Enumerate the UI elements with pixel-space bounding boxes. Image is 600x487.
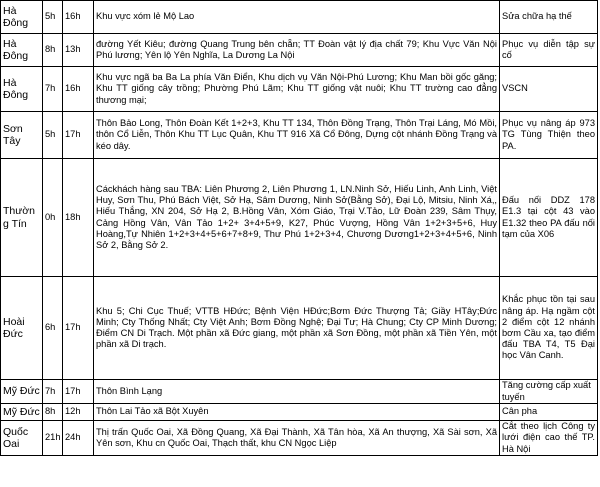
end-time-cell: 18h <box>63 159 94 277</box>
location-cell: Khu vực xóm lẻ Mộ Lao <box>94 1 500 34</box>
start-time-cell: 6h <box>43 277 63 380</box>
location-cell: Thôn Lai Tảo xã Bột Xuyên <box>94 404 500 421</box>
end-time-cell: 16h <box>63 67 94 112</box>
start-time-cell: 7h <box>43 380 63 404</box>
end-time-cell: 17h <box>63 112 94 159</box>
table-row <box>1 34 598 67</box>
table-row <box>1 67 598 112</box>
start-time-cell: 5h <box>43 1 63 34</box>
location-cell: Thôn Bình Lạng <box>94 380 500 404</box>
reason-cell: Tăng cường cấp xuất tuyến <box>500 380 598 404</box>
reason-cell: Cân pha <box>500 404 598 421</box>
end-time-cell: 13h <box>63 34 94 67</box>
end-time-cell: 16h <box>63 1 94 34</box>
start-time-cell: 7h <box>43 67 63 112</box>
table-row <box>1 277 598 380</box>
location-cell: Khu 5; Chi Cục Thuế; VTTB HĐức; Bệnh Viện HĐức;Bơm Đức Thượng Tả; Giầy HTây;Đức Minh; Cty Thống Nhất; Cty Việt Anh; Bơm Đồng Nghệ; Đại Tư; Hà Chung; Cty CP Minh Dương; Điểm CN Di Trạch. Một phần xã Đức giang, một phần xã Sơn Đồng, một phần xã Tiền Yên, một phần xã Di trạch. <box>94 277 500 380</box>
end-time-cell: 17h <box>63 380 94 404</box>
area-cell: Quốc Oai <box>1 421 43 456</box>
reason-cell: Sửa chữa hạ thế <box>500 1 598 34</box>
area-cell: Hà Đông <box>1 1 43 34</box>
area-cell: Mỹ Đức <box>1 380 43 404</box>
start-time-cell: 0h <box>43 159 63 277</box>
location-cell: Thôn Bảo Long, Thôn Đoàn Kết 1+2+3, Khu TT 134, Thôn Đồng Trạng, Thôn Trại Láng, Mó Mồi, thôn Cổ Liễn, Thôn Khu TT Lục Quân, Khu TT 916 Xã Cổ Đông, Dựng cột nhánh Đồng Trạng và kéo dây. <box>94 112 500 159</box>
table-row <box>1 112 598 159</box>
reason-cell: VSCN <box>500 67 598 112</box>
location-cell: Khu vực ngã ba Ba La phía Văn Điển, Khu dịch vụ Văn Nội-Phú Lương; Khu Man bồi gốc găng; Khu TT giống cây trồng; Phường Phú Lãm; Khu TT giống vật nuôi; Khu TT trường cao đẳng thương mại; <box>94 67 500 112</box>
table-row <box>1 380 598 404</box>
location-cell: Thị trấn Quốc Oai, Xã Đồng Quang, Xã Đại Thành, Xã Tân hòa, Xã An thượng, Xã Sài sơn, Xã Yên sơn, Khu cn Quốc Oai, Thạch thất, khu CN Ngọc Liệp <box>94 421 500 456</box>
table-row <box>1 1 598 34</box>
start-time-cell: 8h <box>43 34 63 67</box>
location-cell: Cáckhách hàng sau TBA: Liên Phương 2, Liên Phương 1, LN.Ninh Sở, Hiếu Linh, Anh Linh, Việt Huy, Sơn Thu, Phú Bách Việt, Sở Hạ, Sâm Dương, Ninh Sở(Bằng Sở), Đại Lộ, Mitsiu, Ninh Xá,, Hiếu Thắng, XN 204, Sở Hạ 2, B.Hồng Vân, Xóm Giáo, Trại V.Tảo, Lữ Đoàn 239, Sâm Thụy, Cảng Hồng Vân, Vân Tảo 1+2+ 3+4+5+9, K27, Phúc Vượng, Hồng Vân 1+2+3+5+6, Huy Hoàng,Tự Nhiên 1+2+3+4+5+6+7+8+9, Thư Phú 1+2+3+4, Chương Dương1+2+3+4+5+6, Ninh Sở 2, Bằng Sở 2. <box>94 159 500 277</box>
reason-cell: Phục vụ nâng áp 973 TG Tùng Thiện theo PA. <box>500 112 598 159</box>
area-cell: Thường Tín <box>1 159 43 277</box>
start-time-cell: 5h <box>43 112 63 159</box>
start-time-cell: 8h <box>43 404 63 421</box>
table-row <box>1 404 598 421</box>
area-cell: Hà Đông <box>1 67 43 112</box>
end-time-cell: 24h <box>63 421 94 456</box>
start-time-cell: 21h <box>43 421 63 456</box>
end-time-cell: 17h <box>63 277 94 380</box>
reason-cell: Khắc phục tồn tại sau nâng áp. Hạ ngầm cột 2 điểm cột 12 nhánh bơm Cầu xa, tạo điểm đấu TBA T4, T5 Đại học Vân Canh. <box>500 277 598 380</box>
reason-cell: Phục vụ diễn tập sự cố <box>500 34 598 67</box>
reason-cell: Cắt theo lịch Công ty lưới điện cao thế TP. Hà Nội <box>500 421 598 456</box>
reason-cell: Đấu nối DDZ 178 E1.3 tại cột 43 vào E1.32 theo PA đấu nối tạm của X06 <box>500 159 598 277</box>
location-cell: đường Yết Kiêu; đường Quang Trung bên chẵn; TT Đoàn vật lý địa chất 79; Khu Vực Văn Nội Phú lương; Yên lộ Yên Nghĩa, La Dương La Nội <box>94 34 500 67</box>
area-cell: Hà Đông <box>1 34 43 67</box>
table-row <box>1 159 598 277</box>
end-time-cell: 12h <box>63 404 94 421</box>
area-cell: Hoài Đức <box>1 277 43 380</box>
area-cell: Mỹ Đức <box>1 404 43 421</box>
area-cell: Sơn Tây <box>1 112 43 159</box>
table-row <box>1 421 598 456</box>
